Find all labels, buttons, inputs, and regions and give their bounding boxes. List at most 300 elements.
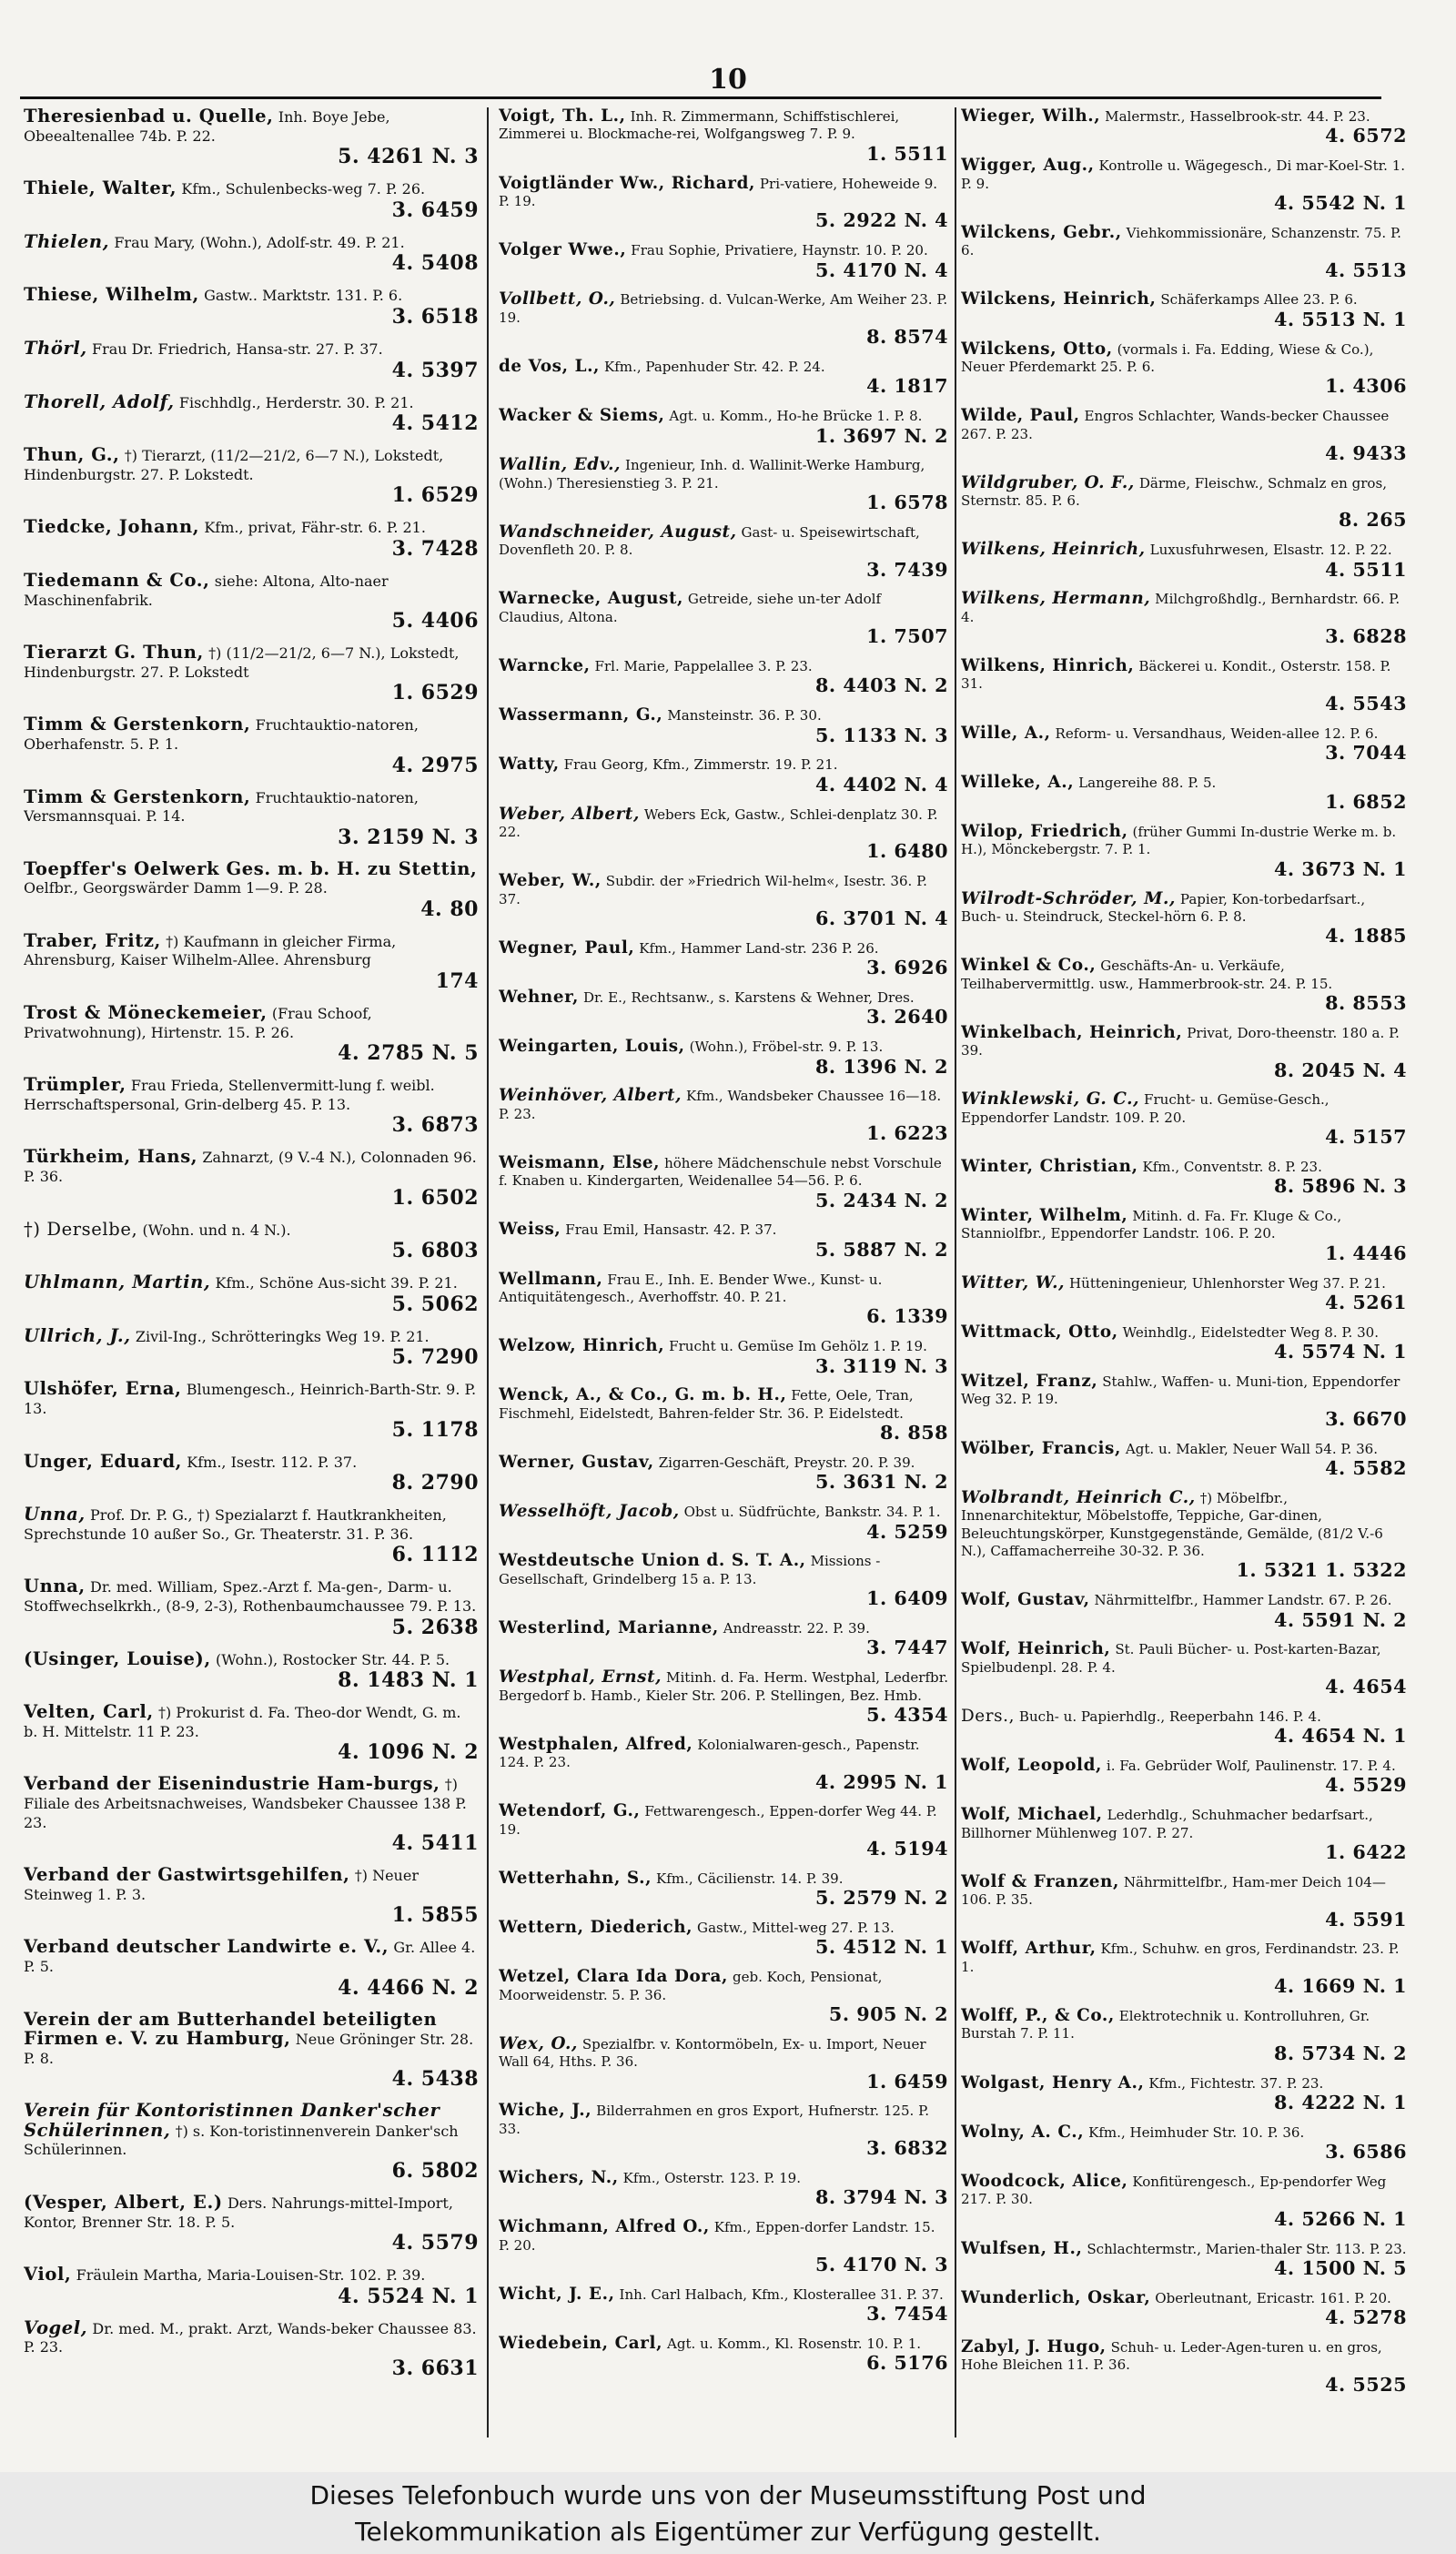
phone-number: 4. 1096 N. 2: [338, 1740, 479, 1765]
directory-entry: [961, 1806, 1407, 1862]
directory-entry: [961, 1640, 1407, 1697]
entry-name: Wilrodt-Schröder, M.,: [961, 888, 1176, 908]
phone-number: 5. 2922 N. 4: [815, 209, 948, 232]
entry-name: Vollbett, O.,: [499, 289, 616, 309]
entry-name: Theresienbad u. Quelle,: [24, 107, 274, 127]
entry-name: Wicht, J. E.,: [499, 2284, 615, 2304]
entry-name: Weber, W.,: [499, 871, 602, 891]
entry-name: Witter, W.,: [961, 1272, 1066, 1292]
directory-entry: [499, 2335, 948, 2374]
entry-name: Wellmann,: [499, 1269, 603, 1289]
entry-details: Schuh- u. Leder-Agen-turen u. en gros, Hohe Bleichen 11. P. 36.: [961, 2338, 1382, 2374]
directory-entry: [961, 1274, 1407, 1313]
entry-name: Wolf, Leopold,: [961, 1756, 1103, 1776]
entry-name: Willeke, A.,: [961, 772, 1075, 792]
entry-details: †) Neuer Steinweg 1. P. 3.: [24, 1867, 419, 1903]
entry-name: Weingarten, Louis,: [499, 1037, 685, 1057]
entry-details: Kolonialwaren-gesch., Papenstr. 124. P. 23.: [499, 1736, 920, 1771]
phone-number: 6. 5802: [391, 2159, 479, 2184]
phone-number: 3. 6828: [1325, 625, 1407, 648]
phone-number: 3. 7439: [866, 558, 948, 581]
phone-number: 3. 7454: [866, 2303, 948, 2326]
entry-details: Kfm., Schulenbecks-weg 7. P. 26.: [181, 180, 426, 198]
entry-details: Kfm., Cäcilienstr. 14. P. 39.: [656, 1870, 844, 1887]
entry-details: Gast- u. Speisewirtschaft, Dovenfleth 20. P. 8.: [499, 523, 920, 559]
footer-line-1: Dieses Telefonbuch wurde uns von der Museumsstiftung Post und: [309, 2480, 1147, 2510]
entry-name: Wilckens, Otto,: [961, 339, 1113, 359]
entry-name: Velten, Carl,: [24, 1701, 154, 1723]
phone-number: 5. 2434 N. 2: [815, 1189, 948, 1211]
directory-entry: [24, 715, 479, 775]
directory-entry: [961, 2173, 1407, 2229]
directory-entry: [499, 1154, 948, 1211]
directory-entry: [499, 1503, 948, 1542]
directory-entry: [499, 872, 948, 928]
entry-name: de Vos, L.,: [499, 356, 601, 376]
entry-details: Dr. med. William, Spez.-Arzt f. Ma-gen-, Darm- u. Stoffwechselkrkh., (8-9, 2-3), Rothenbaumchaussee 79. P. 13.: [24, 1578, 477, 1615]
phone-number: 8. 5734 N. 2: [1274, 2042, 1407, 2064]
directory-entry: [499, 657, 948, 696]
directory-entry: [24, 179, 479, 221]
entry-details: Reform- u. Versandhaus, Weiden-allee 12. P. 6.: [1055, 725, 1379, 742]
phone-number: 3. 2159 N. 3: [338, 825, 479, 849]
entry-details: (Frau Schoof, Privatwohnung), Hirtenstr. 15. P. 26.: [24, 1005, 372, 1041]
entry-details: Getreide, siehe un-ter Adolf Claudius, Altona.: [499, 591, 882, 625]
footer-notice: [0, 2472, 1456, 2554]
phone-number: 4. 5411: [391, 1831, 479, 1856]
entry-name: Wetendorf, G.,: [499, 1801, 641, 1821]
entry-name: Thorell, Adolf,: [24, 390, 175, 412]
entry-details: Buch- u. Papierhdlg., Reeperbahn 146. P. 4.: [1018, 1708, 1321, 1725]
phone-number: 3. 6926: [866, 957, 948, 979]
directory-column-3: [961, 107, 1407, 2441]
directory-entry: [961, 890, 1407, 947]
phone-number: 4. 5278: [1325, 2306, 1407, 2329]
entry-details: Kfm., Schuhw. en gros, Ferdinandstr. 23. P. 1.: [961, 1941, 1400, 1975]
directory-entry: [961, 590, 1407, 646]
entry-details: Konfitürengesch., Ep-pendorfer Weg 217. P. 30.: [961, 2173, 1387, 2208]
entry-name: (Vesper, Albert, E.): [24, 2192, 223, 2214]
directory-entry: [961, 541, 1407, 580]
phone-number: 5. 1133 N. 3: [815, 724, 948, 746]
directory-column-2: [499, 107, 948, 2441]
entry-name: Viol,: [24, 2264, 72, 2285]
entry-name: Wilde, Paul,: [961, 406, 1080, 426]
entry-details: Betriebsing. d. Vulcan-Werke, Am Weiher 23. P. 19.: [499, 291, 948, 326]
directory-entry: [961, 1489, 1407, 1581]
entry-name: Wilop, Friedrich,: [961, 821, 1128, 841]
phone-number: 3. 7428: [391, 536, 479, 561]
phone-number: 3. 2640: [866, 1006, 948, 1029]
directory-entry: [961, 1940, 1407, 1996]
entry-details: (Wohn. und n. 4 N.).: [142, 1221, 291, 1239]
phone-number: 4. 1885: [1325, 925, 1407, 948]
phone-number: 6. 1339: [866, 1305, 948, 1328]
entry-name: Winklewski, G. C.,: [961, 1090, 1140, 1110]
phone-number: 4. 4654 N. 1: [1274, 1725, 1407, 1748]
entry-details: †) Möbelfbr., Innenarchitektur, Möbelstoffe, Teppiche, Gar-dinen, Beleuchtungskörper, Kunstgegenstände, Gemälde, (81/2 V.-6 N.), Caffamacherreihe 30-32. P. 36.: [961, 1489, 1383, 1559]
entry-details: geb. Koch, Pensionat, Moorweidenstr. 5. P. 36.: [499, 1969, 883, 2003]
phone-number: 8. 8574: [866, 326, 948, 349]
phone-number: 8. 2045 N. 4: [1274, 1059, 1407, 1081]
directory-entry: [961, 224, 1407, 280]
directory-column-1: [24, 107, 479, 2441]
directory-entry: [499, 1870, 948, 1909]
entry-details: †) Kaufmann in gleicher Firma, Ahrensburg, Kaiser Wilhelm-Allee. Ahrensburg: [24, 932, 397, 969]
phone-number: 8. 5896 N. 3: [1274, 1175, 1407, 1198]
entry-details: Agt. u. Makler, Neuer Wall 54. P. 36.: [1125, 1440, 1379, 1457]
phone-number: 4. 3673 N. 1: [1274, 857, 1407, 880]
phone-number: 1. 6422: [1325, 1841, 1407, 1864]
entry-details: Kfm., Wandsbeker Chaussee 16—18. P. 23.: [499, 1088, 942, 1122]
directory-entry: [961, 725, 1407, 764]
phone-number: 5. 2579 N. 2: [815, 1887, 948, 1910]
phone-number: 4. 5511: [1325, 558, 1407, 581]
entry-name: Wetzel, Clara Ida Dora,: [499, 1967, 729, 1987]
entry-name: †) Derselbe,: [24, 1218, 138, 1240]
directory-entry: [24, 446, 479, 506]
entry-name: Tiedemann & Co.,: [24, 569, 210, 591]
entry-details: Prof. Dr. P. G., †) Spezialarzt f. Hautkrankheiten, Sprechstunde 10 außer So., Gr. Theaterstr. 31. P. 36.: [24, 1506, 447, 1543]
directory-entry: [499, 1454, 948, 1493]
entry-name: Wolf & Franzen,: [961, 1871, 1119, 1891]
directory-entry: [499, 2035, 948, 2092]
entry-name: Voigt, Th. L.,: [499, 107, 626, 126]
phone-number: 1. 4306: [1325, 375, 1407, 398]
directory-entry: [961, 2240, 1407, 2279]
entry-name: Wölber, Francis,: [961, 1438, 1121, 1458]
directory-entry: [24, 2265, 479, 2307]
directory-entry: [499, 1802, 948, 1859]
directory-entry: [961, 1757, 1407, 1796]
phone-number: 4. 5582: [1325, 1456, 1407, 1479]
phone-number: 4. 5513 N. 1: [1274, 308, 1407, 330]
phone-number: 1. 6223: [866, 1122, 948, 1145]
phone-number: 4. 5529: [1325, 1774, 1407, 1797]
entry-name: Thiele, Walter,: [24, 177, 177, 199]
entry-name: Verein der am Butterhandel beteiligten Firmen e. V. zu Hamburg,: [24, 2008, 438, 2050]
page-number: 10: [709, 64, 747, 96]
phone-number: 1. 6529: [391, 483, 479, 508]
entry-name: Vogel,: [24, 2316, 88, 2338]
entry-name: Unger, Eduard,: [24, 1450, 183, 1472]
entry-name: Wegner, Paul,: [499, 937, 635, 958]
phone-number: 4. 5261: [1325, 1292, 1407, 1314]
directory-entry: [24, 2102, 479, 2182]
entry-details: Spezialfbr. v. Kontormöbeln, Ex- u. Import, Neuer Wall 64, Hths. P. 36.: [499, 2035, 926, 2071]
phone-number: 1. 6480: [866, 840, 948, 863]
phone-number: 1. 4446: [1325, 1242, 1407, 1264]
phone-number: 8. 858: [880, 1422, 948, 1444]
entry-name: Wex, O.,: [499, 2033, 578, 2053]
phone-number: 8. 3794 N. 3: [815, 2186, 948, 2209]
phone-number: 3. 6586: [1325, 2141, 1407, 2164]
entry-details: Gr. Allee 4. P. 5.: [24, 1939, 476, 1975]
phone-number: 4. 2975: [391, 753, 479, 777]
phone-number: 5. 7290: [391, 1345, 479, 1370]
entry-details: Zigarren-Geschäft, Preystr. 20. P. 39.: [658, 1454, 915, 1471]
entry-details: Subdir. der »Friedrich Wil-helm«, Isestr. 36. P. 37.: [499, 873, 927, 907]
entry-details: St. Pauli Bücher- u. Post-karten-Bazar, Spielbudenpl. 28. P. 4.: [961, 1641, 1381, 1676]
entry-details: Fruchtauktio-natoren, Oberhafenstr. 5. P. 1.: [24, 716, 419, 753]
directory-entry: [499, 1619, 948, 1658]
entry-name: Weinhöver, Albert,: [499, 1086, 682, 1106]
entry-name: Winkel & Co.,: [961, 956, 1097, 976]
directory-entry: [499, 107, 948, 164]
phone-number: 8. 1396 N. 2: [815, 1055, 948, 1078]
entry-name: Welzow, Hinrich,: [499, 1336, 665, 1356]
entry-name: Werner, Gustav,: [499, 1453, 654, 1472]
entry-name: Wolf, Heinrich,: [961, 1639, 1111, 1659]
entry-name: Wolf, Michael,: [961, 1805, 1103, 1825]
entry-details: Frau Georg, Kfm., Zimmerstr. 19. P. 21.: [563, 756, 838, 774]
directory-entry: [24, 518, 479, 560]
entry-details: †) Filiale des Arbeitsnachweises, Wandsbeker Chaussee 138 P. 23.: [24, 1776, 467, 1831]
entry-name: Wolf, Gustav,: [961, 1590, 1090, 1610]
phone-number: 5. 4512 N. 1: [815, 1936, 948, 1959]
phone-number: 4. 4654: [1325, 1676, 1407, 1698]
entry-details: Fette, Oele, Tran, Fischmehl, Eidelstedt, Bahren-felder Str. 36. P. Eidelstedt.: [499, 1387, 914, 1422]
entry-details: Webers Eck, Gastw., Schlei-denplatz 30. P. 22.: [499, 806, 938, 840]
directory-entry: [499, 1552, 948, 1608]
entry-details: Zahnarzt, (9 V.-4 N.), Colonnaden 96. P. 36.: [24, 1149, 477, 1186]
entry-name: Winter, Wilhelm,: [961, 1206, 1128, 1226]
phone-number: 8. 265: [1339, 509, 1407, 532]
directory-entry: [499, 523, 948, 580]
directory-entry: [24, 929, 479, 994]
entry-details: Frau Emil, Hansastr. 42. P. 37.: [565, 1221, 777, 1239]
phone-number: 5. 2638: [391, 1615, 479, 1639]
entry-details: †) Tierarzt, (11/2—21/2, 6—7 N.), Lokstedt, Hindenburgstr. 27. P. Lokstedt.: [24, 447, 444, 483]
directory-entry: [961, 957, 1407, 1013]
directory-entry: [24, 644, 479, 704]
entry-details: Kfm., Isestr. 112. P. 37.: [187, 1453, 358, 1471]
entry-name: Wulfsen, H.,: [961, 2238, 1083, 2258]
entry-details: (vormals i. Fa. Edding, Wiese & Co.), Neuer Pferdemarkt 25. P. 6.: [961, 340, 1374, 375]
phone-number: 5. 3631 N. 2: [815, 1471, 948, 1494]
phone-number: 8. 1483 N. 1: [338, 1668, 479, 1693]
phone-number: 1. 6502: [391, 1185, 479, 1210]
entry-details: (früher Gummi In-dustrie Werke m. b. H.), Mönckebergstr. 7. P. 1.: [961, 823, 1397, 858]
directory-entry: [499, 1038, 948, 1077]
phone-number: 5. 5887 N. 2: [815, 1238, 948, 1261]
directory-entry: [499, 1736, 948, 1792]
directory-entry: [499, 1968, 948, 2024]
directory-entry: [24, 1703, 479, 1763]
directory-entry: [961, 1024, 1407, 1080]
entry-details: Frau Frieda, Stellenvermitt-lung f. weibl. Herrschaftspersonal, Grin-delberg 45. P. 13.: [24, 1077, 435, 1113]
entry-name: Wandschneider, August,: [499, 522, 737, 542]
phone-number: 1. 6852: [1325, 791, 1407, 814]
entry-name: Wacker & Siems,: [499, 406, 665, 426]
directory-entry: [499, 456, 948, 512]
entry-details: Elektrotechnik u. Kontrolluhren, Gr. Burstah 7. P. 11.: [961, 2008, 1370, 2042]
entry-name: Trost & Möneckemeier,: [24, 1002, 268, 1024]
entry-details: Obst u. Südfrüchte, Bankstr. 34. P. 1.: [683, 1504, 941, 1521]
entry-name: Zabyl, J. Hugo,: [961, 2336, 1107, 2356]
entry-details: Nährmittelfbr., Ham-mer Deich 104—106. P. 35.: [961, 1873, 1386, 1909]
phone-number: 1. 3697 N. 2: [815, 424, 948, 447]
phone-number: 4. 5579: [391, 2231, 479, 2255]
phone-number: 3. 7447: [866, 1637, 948, 1659]
phone-number: 1. 5511: [866, 142, 948, 165]
phone-number: 4. 2785 N. 5: [338, 1041, 479, 1066]
phone-number: 1. 5855: [391, 1903, 479, 1928]
directory-entry: [961, 407, 1407, 463]
phone-number: 4. 5543: [1325, 692, 1407, 715]
phone-number: 3. 6873: [391, 1113, 479, 1138]
phone-number: 5. 4170 N. 3: [815, 2253, 948, 2275]
directory-entry: [499, 1919, 948, 1958]
directory-entry: [961, 1708, 1407, 1747]
entry-name: Wolff, Arthur,: [961, 1939, 1097, 1959]
phone-number: 4. 4466 N. 2: [338, 1975, 479, 2000]
phone-number: 4. 5524 N. 1: [338, 2284, 479, 2308]
entry-details: Gastw.. Marktstr. 131. P. 6.: [204, 287, 403, 305]
phone-number: 4. 5513: [1325, 258, 1407, 281]
entry-name: Wolny, A. C.,: [961, 2122, 1085, 2142]
entry-name: Wilckens, Gebr.,: [961, 222, 1122, 242]
directory-entry: [961, 290, 1407, 329]
footer-line-2: Telekommunikation als Eigentümer zur Verfügung gestellt.: [355, 2517, 1101, 2547]
directory-entry: [499, 939, 948, 978]
entry-name: Wolgast, Henry A.,: [961, 2073, 1145, 2093]
phone-number: 4. 1669 N. 1: [1274, 1975, 1407, 1998]
entry-details: Kfm., Conventstr. 8. P. 23.: [1142, 1158, 1322, 1175]
phone-number: 3. 6631: [391, 2356, 479, 2381]
entry-details: Papier, Kon-torbedarfsart., Buch- u. Steindruck, Steckel-hörn 6. P. 8.: [961, 890, 1366, 925]
entry-name: Wildgruber, O. F.,: [961, 472, 1135, 492]
directory-entry: [24, 785, 479, 849]
entry-name: Wesselhöft, Jacob,: [499, 1502, 680, 1522]
directory-entry: [961, 1090, 1407, 1147]
entry-details: Inh. Carl Halbach, Kfm., Klosterallee 31. P. 37.: [619, 2285, 944, 2303]
entry-details: Kfm., Heimhuder Str. 10. P. 36.: [1088, 2123, 1305, 2141]
entry-name: Thörl,: [24, 337, 87, 359]
entry-name: Wilkens, Heinrich,: [961, 540, 1146, 560]
phone-number: 5. 4170 N. 4: [815, 258, 948, 281]
directory-entry: [961, 1207, 1407, 1263]
entry-details: Viehkommissionäre, Schanzenstr. 75. P. 6.: [961, 224, 1401, 259]
entry-name: Voigtländer Ww., Richard,: [499, 173, 755, 193]
phone-number: 1. 6529: [391, 681, 479, 705]
entry-details: Gastw., Mittel-weg 27. P. 13.: [697, 1920, 895, 1937]
phone-number: 4. 5397: [391, 358, 479, 382]
entry-details: Missions - Gesellschaft, Grindelberg 15 a. P. 13.: [499, 1553, 881, 1587]
entry-details: Fräulein Martha, Maria-Louisen-Str. 102. P. 39.: [76, 2266, 426, 2285]
entry-details: Schäferkamps Allee 23. P. 6.: [1160, 291, 1358, 309]
entry-details: Därme, Fleischw., Schmalz en gros, Sternstr. 85. P. 6.: [961, 474, 1387, 510]
directory-entry: [24, 1505, 479, 1566]
phone-number: 1. 5321 1. 5322: [1236, 1559, 1407, 1582]
entry-details: Frau Mary, (Wohn.), Adolf-str. 49. P. 21.: [114, 233, 405, 251]
phone-number: 4. 5266 N. 1: [1274, 2207, 1407, 2230]
entry-details: Mitinh. d. Fa. Fr. Kluge & Co., Stanniolfbr., Eppendorfer Landstr. 106. P. 20.: [961, 1208, 1342, 1242]
entry-name: Wolbrandt, Heinrich C.,: [961, 1487, 1196, 1507]
entry-name: Watty,: [499, 755, 560, 775]
entry-details: Kfm., privat, Fähr-str. 6. P. 21.: [204, 519, 426, 537]
phone-number: 3. 6832: [866, 2137, 948, 2160]
phone-number: 4. 4402 N. 4: [815, 773, 948, 796]
entry-name: (Usinger, Louise),: [24, 1647, 211, 1669]
entry-details: Mansteinstr. 36. P. 30.: [667, 707, 822, 725]
phone-number: 4. 80: [420, 897, 479, 921]
phone-number: 6. 1112: [391, 1543, 479, 1567]
directory-entry: [24, 2008, 479, 2092]
directory-entry: [499, 2169, 948, 2208]
directory-entry: [24, 1273, 479, 1315]
entry-details: Frau Dr. Friedrich, Hansa-str. 27. P. 37.: [91, 340, 383, 358]
entry-name: Westphal, Ernst,: [499, 1667, 662, 1687]
phone-number: 174: [435, 969, 479, 994]
phone-number: 4. 5525: [1325, 2373, 1407, 2396]
phone-number: 4. 5574 N. 1: [1274, 1341, 1407, 1363]
entry-name: Wieger, Wilh.,: [961, 107, 1101, 126]
entry-details: Kfm., Papenhuder Str. 42. P. 24.: [603, 358, 825, 375]
entry-name: Unna,: [24, 1504, 86, 1525]
entry-name: Traber, Fritz,: [24, 929, 161, 951]
entry-name: Warncke,: [499, 656, 591, 676]
entry-details: Pri-vatiere, Hoheweide 9. P. 19.: [499, 175, 938, 209]
entry-details: Ingenieur, Inh. d. Wallinit-Werke Hamburg, (Wohn.) Theresienstieg 3. P. 21.: [499, 457, 925, 492]
entry-name: Wassermann, G.,: [499, 705, 663, 725]
directory-entry: [24, 1004, 479, 1064]
phone-number: 4. 2995 N. 1: [815, 1770, 948, 1793]
entry-name: Winter, Christian,: [961, 1156, 1138, 1176]
directory-entry: [24, 286, 479, 328]
directory-entry: [961, 1373, 1407, 1429]
phone-number: 5. 4261 N. 3: [338, 145, 479, 169]
entry-name: Verein für Kontoristinnen Danker'scher Schülerinnen,: [24, 2100, 440, 2141]
entry-details: †) (11/2—21/2, 6—7 N.), Lokstedt, Hindenburgstr. 27. P. Lokstedt: [24, 644, 460, 681]
directory-entry: [24, 857, 479, 921]
directory-entry: [24, 1577, 479, 1637]
phone-number: 4. 6572: [1325, 125, 1407, 147]
entry-details: Weinhdlg., Eidelstedter Weg 8. P. 30.: [1122, 1323, 1380, 1341]
entry-details: Kfm., Hammer Land-str. 236 P. 26.: [639, 939, 879, 957]
entry-name: Wolff, P., & Co.,: [961, 2006, 1115, 2026]
entry-details: Nährmittelfbr., Hammer Landstr. 67. P. 26.: [1094, 1592, 1392, 1609]
entry-name: Verband deutscher Landwirte e. V.,: [24, 1936, 389, 1958]
entry-details: Schlachtermstr., Marien-thaler Str. 113. P. 23.: [1087, 2240, 1407, 2257]
column-divider: [955, 107, 956, 2437]
entry-name: Ullrich, J.,: [24, 1324, 131, 1346]
entry-details: Fischhdlg., Herderstr. 30. P. 21.: [178, 393, 414, 411]
phone-number: 4. 5591: [1325, 1908, 1407, 1931]
entry-details: Kfm., Eppen-dorfer Landstr. 15. P. 20.: [499, 2219, 935, 2254]
phone-number: 3. 6670: [1325, 1407, 1407, 1430]
column-divider: [487, 107, 489, 2437]
directory-entry: [961, 474, 1407, 531]
entry-details: höhere Mädchenschule nebst Vorschule f. Knaben u. Kindergarten, Weidenallee 54—56. P. 6.: [499, 1154, 942, 1190]
entry-name: Wilkens, Hermann,: [961, 589, 1151, 609]
phone-number: 6. 3701 N. 4: [815, 907, 948, 929]
directory-entry: [961, 2123, 1407, 2163]
entry-name: Wittmack, Otto,: [961, 1322, 1118, 1342]
entry-name: Unna,: [24, 1576, 86, 1597]
entry-name: Witzel, Franz,: [961, 1372, 1098, 1392]
entry-details: Ders. Nahrungs-mittel-Import, Kontor, Brenner Str. 18. P. 5.: [24, 2194, 453, 2231]
phone-number: 3. 6459: [391, 198, 479, 222]
entry-name: Thun, G.,: [24, 444, 120, 466]
entry-details: Agt. u. Komm., Ho-he Brücke 1. P. 8.: [669, 408, 923, 425]
entry-details: Geschäfts-An- u. Verkäufe, Teilhabervermittlg. usw., Hammerbrook-str. 24. P. 15.: [961, 958, 1333, 992]
entry-name: Timm & Gerstenkorn,: [24, 714, 251, 735]
entry-details: Kfm., Fichtestr. 37. P. 23.: [1148, 2074, 1324, 2092]
entry-name: Thielen,: [24, 230, 110, 252]
directory-entry: [961, 1591, 1407, 1630]
directory-entry: [499, 175, 948, 231]
